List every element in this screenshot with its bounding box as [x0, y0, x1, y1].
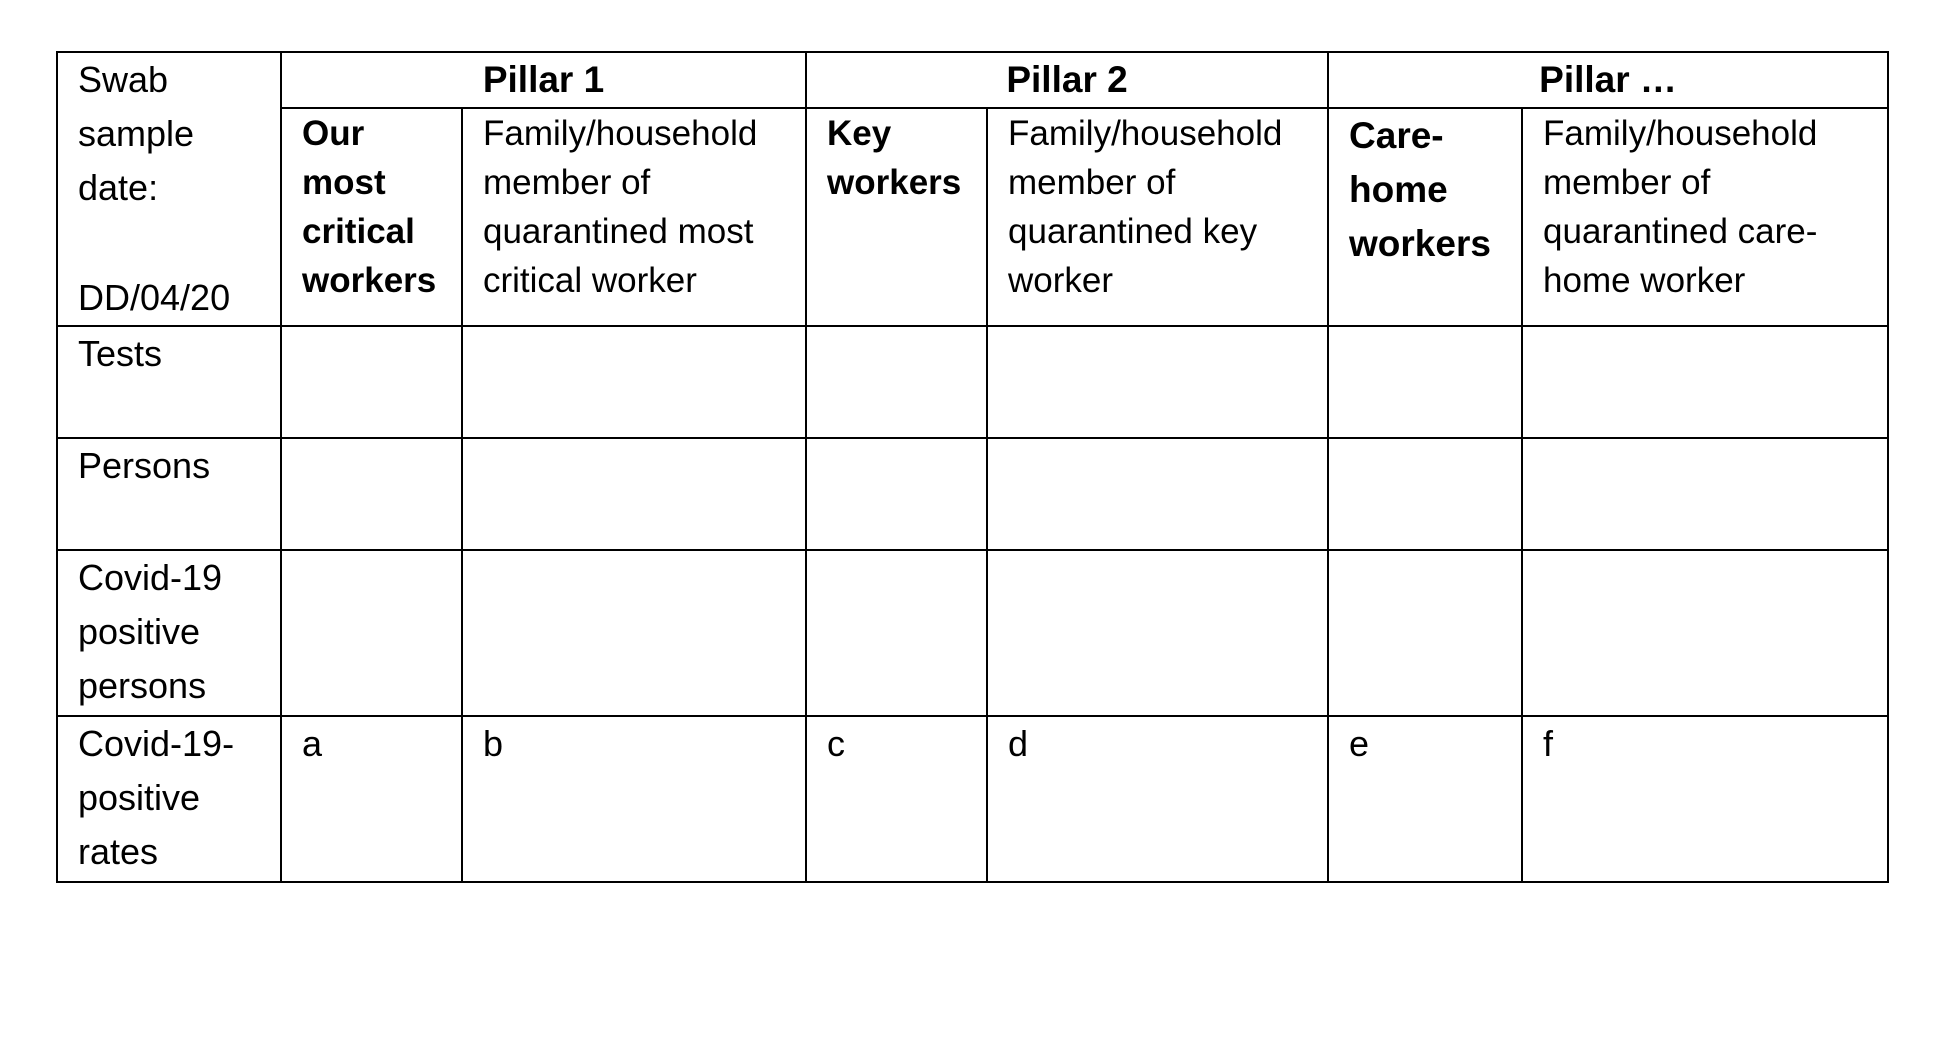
table-cell	[1522, 326, 1888, 438]
table-row	[57, 438, 1888, 550]
table-cell	[462, 326, 806, 438]
subheader-most-critical-workers: Our most critical workers	[281, 108, 462, 326]
testing-table	[56, 51, 1889, 883]
table-cell	[806, 438, 987, 550]
table-cell	[1328, 438, 1522, 550]
table-cell	[281, 550, 462, 716]
table-cell	[1522, 550, 1888, 716]
subheader-key-workers: Key workers	[806, 108, 987, 326]
table-row	[57, 716, 1888, 882]
corner-header-cell	[57, 52, 281, 326]
row-label-positive-rates: Covid-19-positive rates	[57, 716, 281, 882]
corner-line: date:	[78, 167, 159, 208]
subheader-family-care-home: Family/household member of quarantined care-home worker	[1522, 108, 1888, 326]
table-cell	[281, 326, 462, 438]
pillar-header-row	[57, 52, 1888, 108]
row-label-tests: Tests	[57, 326, 281, 438]
subheader-row	[57, 108, 1888, 326]
row-label-positive-persons: Covid-19 positive persons	[57, 550, 281, 716]
table-cell	[1522, 438, 1888, 550]
pillar-2-header: Pillar 2	[806, 52, 1328, 108]
pillar-other-header: Pillar …	[1328, 52, 1888, 108]
table-cell: a	[281, 716, 462, 882]
table-cell	[987, 438, 1328, 550]
table-cell	[1328, 326, 1522, 438]
row-label-persons: Persons	[57, 438, 281, 550]
table-cell: b	[462, 716, 806, 882]
table-cell	[806, 326, 987, 438]
table-row	[57, 550, 1888, 716]
table-row	[57, 326, 1888, 438]
table-cell	[1328, 550, 1522, 716]
table-cell: f	[1522, 716, 1888, 882]
subheader-family-key-worker: Family/household member of quarantined key worker	[987, 108, 1328, 326]
table-cell	[462, 550, 806, 716]
corner-date: DD/04/20	[78, 277, 231, 318]
corner-line: Swab	[78, 59, 169, 100]
corner-line: sample	[78, 113, 195, 154]
table-cell	[281, 438, 462, 550]
table-cell	[806, 550, 987, 716]
table-cell	[987, 326, 1328, 438]
pillar-1-header: Pillar 1	[281, 52, 806, 108]
subheader-family-most-critical: Family/household member of quarantined most critical worker	[462, 108, 806, 326]
table-cell: d	[987, 716, 1328, 882]
table-cell	[462, 438, 806, 550]
table-cell	[987, 550, 1328, 716]
table-cell: c	[806, 716, 987, 882]
table-cell: e	[1328, 716, 1522, 882]
subheader-care-home-workers: Care-home workers	[1328, 108, 1522, 326]
data-table-sheet	[56, 51, 1889, 883]
